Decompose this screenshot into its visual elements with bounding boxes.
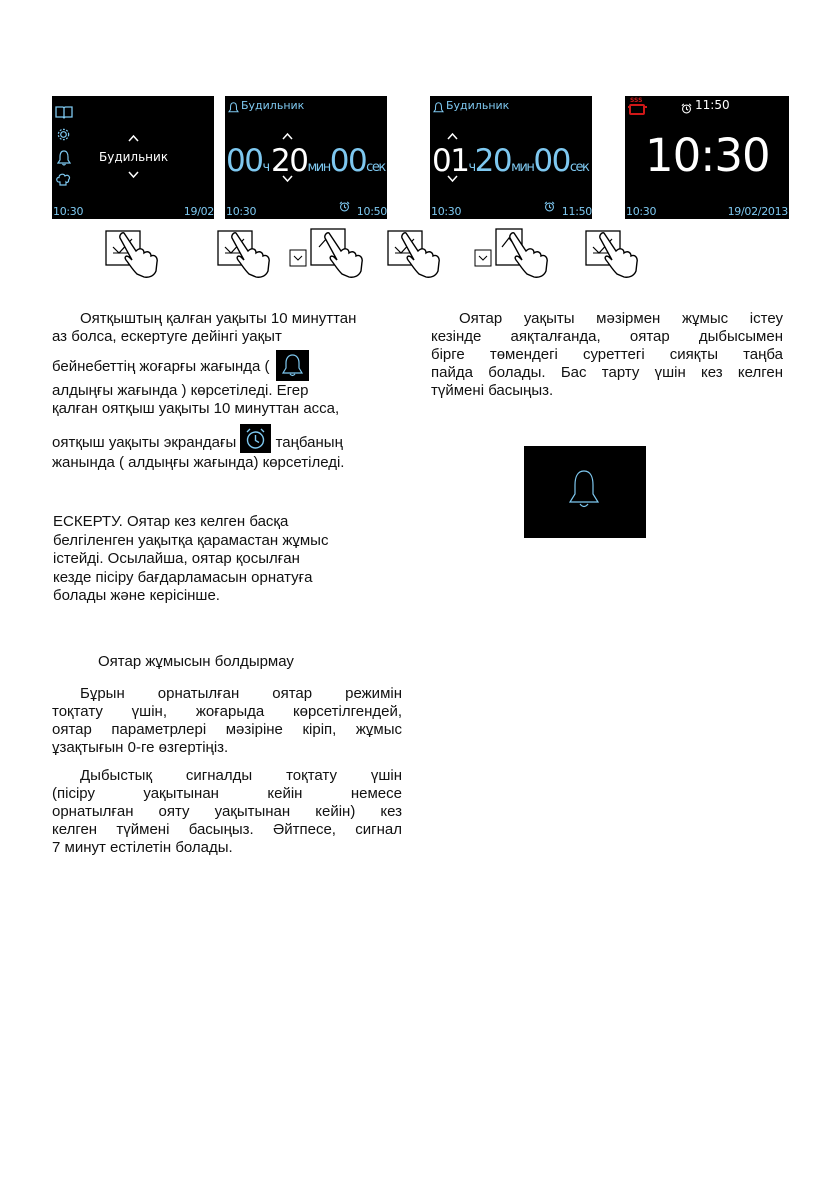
text-fragment: бейнебеттің жоғарғы жағында ( bbox=[52, 358, 270, 375]
hours-unit: ч bbox=[468, 160, 475, 175]
paragraph-cancel-alarm bbox=[52, 685, 402, 757]
paragraph-timer-info bbox=[52, 310, 410, 346]
touch-up-hand-icon-1 bbox=[309, 227, 379, 279]
display-alarm-set-screen bbox=[225, 96, 387, 219]
text-line: жанында ( алдыңғы жағында) көрсетіледі. bbox=[52, 454, 345, 471]
text-line: келген түймені басыңыз. Әйтпесе, сигнал bbox=[52, 821, 402, 838]
seconds-value: 00 bbox=[533, 143, 570, 179]
touch-up-hand-icon-2 bbox=[494, 227, 564, 279]
touch-down-button-icon-2 bbox=[474, 249, 492, 267]
text-line: тоқтату үшін, жоғарыда көрсетілгендей, bbox=[52, 703, 402, 720]
text-line: Бұрын орнатылған оятар режимін bbox=[80, 685, 402, 702]
text-line: Дыбыстық сигналды тоқтату үшін bbox=[80, 767, 402, 784]
alarm-clock-icon bbox=[544, 197, 555, 216]
seconds-unit: сек bbox=[366, 160, 385, 175]
cooking-badge: SSS bbox=[630, 97, 643, 104]
section-heading: Оятар жұмысын болдырмау bbox=[98, 653, 294, 670]
bell-icon bbox=[57, 150, 71, 170]
bell-icon bbox=[433, 99, 444, 118]
paragraph-timer-clock bbox=[52, 426, 412, 472]
paragraph-stop-signal bbox=[52, 767, 402, 857]
hours-value: 00 bbox=[226, 143, 263, 179]
minutes-value: 20 bbox=[474, 143, 512, 179]
text-line: 7 минут естілетін болады. bbox=[52, 839, 233, 856]
bell-icon bbox=[276, 350, 309, 381]
current-time: 10:30 bbox=[626, 205, 657, 218]
duration-readout bbox=[226, 143, 385, 179]
alarm-time: 10:50 bbox=[356, 205, 387, 218]
text-line: орнатылған ояту уақытынан кейін) кез bbox=[52, 803, 402, 820]
alarm-clock-icon bbox=[339, 197, 350, 216]
text-line bbox=[52, 351, 412, 382]
hours-value: 01 bbox=[432, 143, 469, 179]
menu-item-label: Будильник bbox=[99, 150, 169, 164]
text-line: аз болса, ескертуге дейінгі уақыт bbox=[52, 328, 282, 345]
seconds-unit: сек bbox=[569, 160, 589, 175]
display-menu-screen bbox=[52, 96, 214, 219]
note-paragraph bbox=[53, 513, 413, 606]
text-line: белгіленген уақытқа қарамастан жұмыс bbox=[53, 531, 329, 549]
chevron-down-icon bbox=[127, 170, 140, 183]
current-time: 10:30 bbox=[226, 205, 257, 218]
main-clock: 10:30 bbox=[645, 129, 770, 182]
current-time: 10:30 bbox=[431, 205, 462, 218]
chevron-down-icon bbox=[281, 174, 294, 187]
text-line bbox=[52, 426, 412, 454]
paragraph-alarm-end bbox=[431, 310, 783, 400]
screen-title: Будильник bbox=[241, 99, 305, 112]
text-line: ұзақтығын 0-ге өзгертіңіз. bbox=[52, 739, 229, 756]
current-date: 19/02/2013 bbox=[727, 205, 788, 218]
text-line: Оятар уақыты мәзірмен жұмыс істеу bbox=[459, 310, 783, 327]
paragraph-timer-info-cont bbox=[52, 351, 412, 418]
chef-hat-icon bbox=[55, 173, 72, 192]
book-icon bbox=[55, 104, 73, 123]
text-line: бірге төмендегі суреттегі сияқты таңба bbox=[431, 346, 783, 363]
minutes-unit: мин bbox=[307, 160, 330, 175]
touch-ok-hand-icon-1 bbox=[104, 227, 174, 279]
current-time: 10:30 bbox=[53, 205, 84, 218]
hours-unit: ч bbox=[262, 160, 269, 175]
text-line: істейді. Осылайша, оятар қосылған bbox=[53, 550, 300, 567]
alarm-time: 11:50 bbox=[561, 205, 592, 218]
alarm-bell-screen bbox=[524, 446, 646, 538]
bell-icon bbox=[567, 468, 601, 512]
text-line: болады және керісінше. bbox=[53, 587, 220, 604]
text-line: оятар параметрлері мәзіріне кіріп, жұмыс bbox=[52, 721, 402, 738]
current-date: 19/02 bbox=[183, 205, 214, 218]
display-alarm-set-screen-2 bbox=[430, 96, 592, 219]
touch-down-button-icon-1 bbox=[289, 249, 307, 267]
alarm-time: 11:50 bbox=[695, 98, 730, 112]
alarm-clock-icon bbox=[240, 424, 271, 453]
display-clock-screen bbox=[625, 96, 789, 219]
minutes-value: 20 bbox=[271, 143, 308, 179]
text-fragment: таңбаның bbox=[275, 434, 343, 451]
text-line: Оятқыштың қалған уақыты 10 минуттан bbox=[80, 310, 357, 327]
touch-ok-hand-icon-4 bbox=[584, 227, 654, 279]
text-line: кезінде аяқталғанда, оятар дыбысымен bbox=[431, 328, 783, 345]
touch-ok-hand-icon-3 bbox=[386, 227, 456, 279]
text-line: қалған оятқыш уақыты 10 минуттан асса, bbox=[52, 400, 340, 417]
minutes-unit: мин bbox=[511, 160, 534, 175]
screen-title: Будильник bbox=[446, 99, 510, 112]
text-line: алдыңғы жағында ) көрсетіледі. Егер bbox=[52, 382, 309, 399]
chevron-up-icon bbox=[127, 134, 140, 147]
text-line: ЕСКЕРТУ. Оятар кез келген басқа bbox=[53, 513, 289, 530]
text-fragment: оятқыш уақыты экрандағы bbox=[52, 434, 237, 451]
text-line: түймені басыңыз. bbox=[431, 382, 554, 399]
text-line: кезде пісіру бағдарламасын орнатуға bbox=[53, 568, 313, 586]
bell-icon bbox=[228, 99, 239, 118]
chevron-down-icon bbox=[446, 174, 459, 187]
seconds-value: 00 bbox=[329, 143, 367, 179]
alarm-clock-icon bbox=[681, 99, 692, 118]
touch-ok-hand-icon-2 bbox=[216, 227, 286, 279]
gear-icon bbox=[56, 127, 71, 146]
text-line: пайда болады. Бас тарту үшін кез келген bbox=[431, 364, 783, 381]
text-line: (пісіру уақытынан кейін немесе bbox=[52, 785, 402, 802]
